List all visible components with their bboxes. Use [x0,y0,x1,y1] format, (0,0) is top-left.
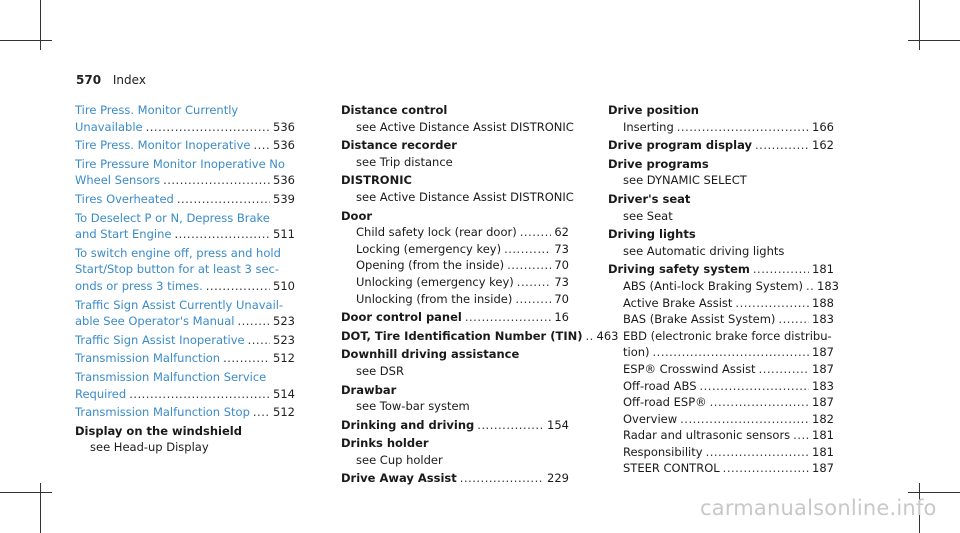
watermark: carmanualsonline.info [700,496,937,520]
page-ref[interactable]: 536 [273,138,295,153]
page-ref[interactable]: 181 [812,262,834,277]
page-ref[interactable]: 183 [812,378,834,393]
index-entry[interactable]: Tire Press. Monitor Currently Unavailable ..... 536 [75,102,295,135]
see-reference[interactable]: see Trip distance [356,154,453,169]
index-entry[interactable] [341,102,574,135]
entry-heading: Drawbar [341,382,397,397]
page-ref[interactable]: 188 [812,295,834,310]
page-ref[interactable]: 511 [273,227,295,242]
section-title: Index [112,73,146,87]
index-entry[interactable]: Tire Pressure Monitor Inoperative No Wheel Sensors ..... 536 [75,156,295,189]
page-ref[interactable]: 162 [812,138,834,153]
page-ref[interactable]: 182 [812,411,834,426]
page-ref[interactable]: 154 [547,417,569,432]
page-ref[interactable]: 73 [554,241,569,256]
index-entry[interactable] [341,382,569,415]
continued-list [75,102,295,421]
page-ref[interactable]: 183 [817,278,839,293]
page-ref[interactable]: 187 [812,395,834,410]
entry-heading: Drive position [608,103,699,117]
index-entry[interactable]: Traffic Sign Assist Currently Unavail- able See Operator's Manual ..... 523 [75,297,295,330]
entry-heading: Drive programs [608,156,709,171]
entry-heading: DOT, Tire Identification Number (TIN) [341,328,583,343]
index-entry[interactable] [341,172,574,205]
entry-heading: Display on the windshield [75,423,242,438]
page-ref[interactable]: 539 [273,191,295,206]
index-entry[interactable] [341,328,619,345]
crop-mark [908,492,960,493]
sub-entry-line: EBD (electronic brake force distribu- [623,328,832,343]
page-ref[interactable]: 187 [812,361,834,376]
index-entry[interactable] [341,208,569,308]
crop-mark [40,0,41,50]
crop-mark [919,0,920,50]
entry-heading: Downhill driving assistance [341,347,520,362]
index-entry[interactable] [341,435,569,468]
entry-heading: Door [341,208,373,223]
page-ref[interactable]: 70 [554,291,569,306]
sub-entry[interactable]: Off-road ESP® ..... 187 [608,394,834,411]
page-ref[interactable]: 463 [596,328,619,343]
index-entry[interactable] [341,309,569,326]
entry-heading: Driving safety system [608,262,750,277]
sub-entry[interactable]: Responsibility ..... 181 [608,444,834,461]
index-entry[interactable] [341,137,569,170]
page-ref[interactable]: 510 [273,278,295,293]
page-ref[interactable]: 181 [812,428,834,443]
sub-entry[interactable]: Inserting ..... 166 [608,119,834,136]
entry-heading: Drinks holder [341,436,429,451]
entry-heading: Driver's seat [608,191,691,206]
page-ref[interactable]: 187 [812,345,834,360]
see-reference[interactable]: see Head-up Display [90,440,209,455]
crop-mark [0,40,52,41]
sub-entry[interactable]: Radar and ultrasonic sensors ..... 181 [608,427,834,444]
index-entry[interactable] [608,191,834,224]
index-entry[interactable] [341,346,569,379]
index-entry[interactable]: To switch engine off, press and hold Start/Stop button for at least 3 sec- onds or press 3 times. ..... 510 [75,245,295,295]
index-entry[interactable] [608,226,834,259]
sub-entry[interactable]: STEER CONTROL ..... 187 [608,460,834,477]
page-ref[interactable]: 181 [812,444,834,459]
entry-heading: Distance control [341,103,448,117]
index-entry[interactable]: To Deselect P or N, Depress Brake and Start Engine ..... 511 [75,210,295,243]
page-ref[interactable]: 523 [273,332,295,347]
index-entry[interactable] [608,156,834,189]
sub-entry[interactable]: Child safety lock (rear door) ..... 62 [341,224,569,241]
entry-heading: Driving lights [608,227,696,242]
entry-heading: DISTRONIC [341,173,412,188]
index-entry[interactable] [608,137,834,154]
index-entry[interactable] [341,417,569,434]
page-ref[interactable]: 512 [273,351,295,366]
index-entry[interactable] [608,261,839,477]
crop-mark [908,40,960,41]
page-ref[interactable]: 229 [547,471,569,486]
sub-entry[interactable]: ESP® Crosswind Assist ..... 187 [608,361,834,378]
index-entry[interactable]: Tire Press. Monitor Inoperative ..... 536 [75,137,295,154]
page-ref[interactable]: 514 [273,386,295,401]
entry-heading: Distance recorder [341,138,457,153]
entry-heading: Drive Away Assist [341,471,457,486]
sub-entry[interactable]: Locking (emergency key) ..... 73 [341,241,569,258]
page-ref[interactable]: 62 [554,225,569,240]
sub-entry[interactable]: BAS (Brake Assist System) ..... 183 [608,311,834,328]
index-entry[interactable] [75,423,295,456]
index-entry[interactable] [608,102,834,135]
index-column-2 [341,102,619,489]
sub-entry[interactable]: Unlocking (emergency key) ..... 73 [341,274,569,291]
sub-entry[interactable]: Opening (from the inside) ..... 70 [341,257,569,274]
see-reference[interactable]: see Active Distance Assist DISTRONIC [356,189,574,204]
page-ref[interactable]: 183 [812,312,834,327]
page-ref[interactable]: 70 [554,258,569,273]
index-entry[interactable]: Transmission Malfunction Stop ..... 512 [75,404,295,421]
page-ref[interactable]: 536 [273,173,295,188]
sub-entry[interactable]: Off-road ABS ..... 183 [608,378,834,395]
page-ref[interactable]: 187 [812,461,834,476]
entry-heading: Drinking and driving [341,417,475,432]
entry-heading: Door control panel [341,310,462,325]
crop-mark [0,492,52,493]
index-entry[interactable] [341,470,569,487]
sub-entry[interactable]: ABS (Anti-lock Braking System) ..... 183 [608,278,834,295]
see-reference[interactable]: see DSR [356,363,404,378]
index-entry[interactable]: Traffic Sign Assist Inoperative ..... 523 [75,332,295,349]
see-reference[interactable]: see DYNAMIC SELECT [623,173,747,188]
index-entry[interactable]: Tires Overheated ..... 539 [75,191,295,208]
see-reference[interactable]: see Tow-bar system [356,399,470,414]
sub-entry[interactable]: Unlocking (from the inside) ..... 70 [341,291,569,308]
page-ref[interactable]: 523 [273,314,295,329]
page-ref[interactable]: 73 [554,274,569,289]
page-ref[interactable]: 166 [812,119,834,134]
sub-entry[interactable]: Overview ..... 182 [608,411,834,428]
index-column-1 [75,102,295,458]
sub-entry[interactable]: Active Brake Assist ..... 188 [608,295,834,312]
page-header [76,73,146,87]
crop-mark [40,483,41,533]
sub-entry[interactable]: tion) ..... 187 [608,344,834,361]
see-reference[interactable]: see Seat [623,208,673,223]
page-ref[interactable]: 512 [273,405,295,420]
see-reference[interactable]: see Cup holder [356,452,443,467]
index-entry[interactable]: Transmission Malfunction ..... 512 [75,350,295,367]
entry-heading: Drive program display [608,138,753,153]
page-number: 570 [76,73,102,87]
see-reference[interactable]: see Active Distance Assist DISTRONIC [356,119,574,134]
page-ref[interactable]: 16 [554,310,569,325]
page-ref[interactable]: 536 [273,119,295,134]
index-entry[interactable]: Transmission Malfunction Service Required ..... 514 [75,369,295,402]
index-column-3 [608,102,839,479]
see-reference[interactable]: see Automatic driving lights [623,243,785,258]
